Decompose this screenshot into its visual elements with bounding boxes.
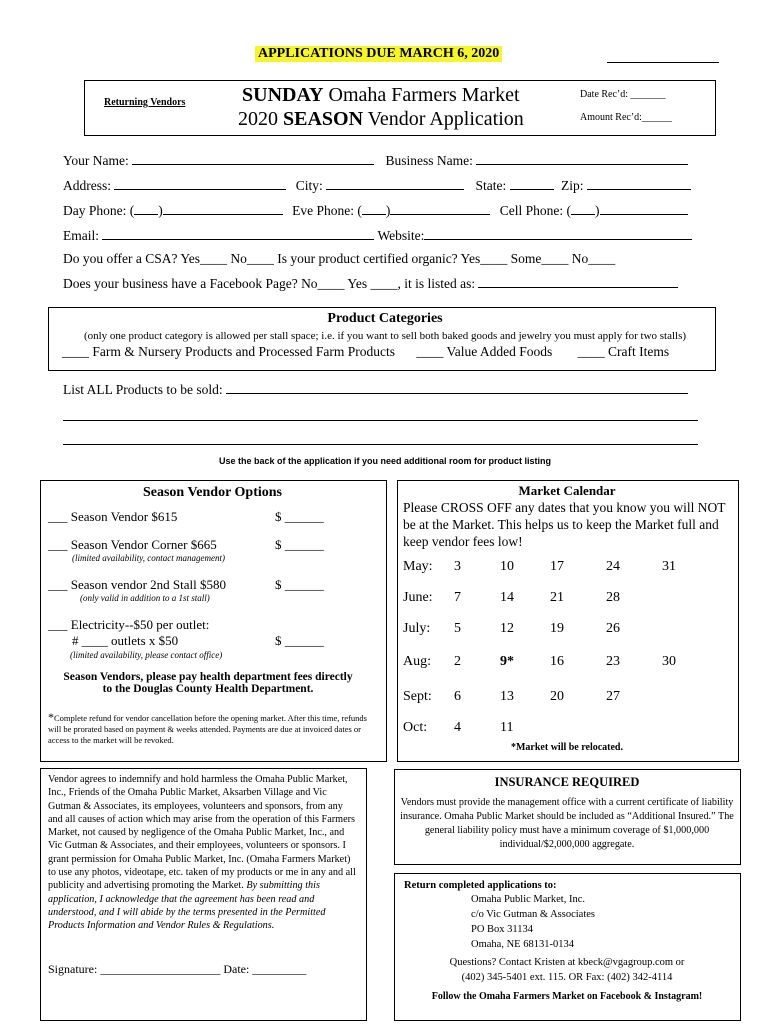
facebook-question: Does your business have a Facebook Page? No____ Yes ____, it is listed as: — [63, 276, 476, 291]
website-field[interactable] — [424, 227, 692, 240]
day-phone-label: Day Phone: ( — [63, 203, 135, 218]
return-title: Return completed applications to: — [404, 880, 557, 891]
returning-vendors-label: Returning Vendors — [104, 97, 186, 108]
calendar-date[interactable]: 26 — [606, 621, 620, 636]
day-phone-field[interactable] — [163, 202, 283, 215]
row-name — [63, 152, 688, 169]
indemnity-acknowledgement: By submitting this application, I acknowledge that the agreement has been read and understood, and I will abide by the terms presented in the Permitted Products Information and Vendor Rules & Regulations. — [48, 880, 326, 932]
insurance-body: Vendors must provide the management office with a current certificate of liability insurance. Omaha Public Market should be included as “Additional Insured.” The general liability policy must have a minimum coverage of $1,000,000 individual/$2,000,000 aggregate. — [400, 797, 734, 850]
state-label: State: — [475, 178, 507, 193]
city-label: City: — [295, 178, 323, 193]
category-craft[interactable]: ____ Craft Items — [577, 344, 670, 359]
state-field[interactable] — [510, 177, 554, 190]
calendar-month: May: — [403, 559, 433, 574]
product-categories-title: Product Categories — [327, 311, 443, 326]
return-address-line: Omaha Public Market, Inc. — [471, 894, 586, 905]
zip-field[interactable] — [587, 177, 691, 190]
list-products-line-2[interactable] — [63, 420, 698, 421]
calendar-date[interactable]: 17 — [550, 559, 564, 574]
title-application: Vendor Application — [363, 108, 524, 130]
row-list-products — [63, 381, 688, 398]
follow-social: Follow the Omaha Farmers Market on Facebook & Instagram! — [431, 991, 703, 1002]
row-phones — [63, 202, 688, 219]
category-farm-nursery[interactable]: ____ Farm & Nursery Products and Processed Farm Products — [62, 344, 395, 359]
amount-second-stall[interactable]: $ ______ — [275, 577, 324, 592]
eve-phone-paren: ) — [385, 203, 391, 218]
row-address — [63, 177, 691, 194]
calendar-date[interactable]: 4 — [454, 720, 461, 735]
calendar-month: July: — [403, 621, 431, 636]
relocation-note: *Market will be relocated. — [510, 742, 623, 753]
calendar-date[interactable]: 20 — [550, 689, 564, 704]
use-back-note: Use the back of the application if you need additional room for product listing — [218, 456, 552, 466]
title-year: 2020 — [238, 108, 283, 130]
your-name-field[interactable] — [132, 152, 374, 165]
your-name-label: Your Name: — [63, 153, 129, 168]
calendar-month: June: — [403, 590, 433, 605]
refund-policy — [48, 712, 378, 746]
cell-phone-paren: ) — [595, 203, 600, 218]
eve-phone-area[interactable] — [362, 202, 386, 215]
indemnity-text — [48, 773, 360, 933]
address-field[interactable] — [114, 177, 286, 190]
market-calendar-description: Please CROSS OFF any dates that you know you will NOT be at the Market. This helps us to keep the Market full and keep vendor fees low! — [403, 500, 726, 549]
return-address-line: Omaha, NE 68131-0134 — [471, 939, 574, 950]
title-sunday: SUNDAY — [242, 84, 324, 106]
calendar-date[interactable]: 11 — [500, 720, 514, 735]
amount-corner[interactable]: $ ______ — [275, 537, 324, 552]
calendar-date[interactable]: 7 — [454, 590, 461, 605]
amount-season-vendor[interactable]: $ ______ — [275, 509, 324, 524]
option-season-vendor[interactable]: ___ Season Vendor $615 — [48, 509, 178, 524]
row-facebook — [63, 275, 678, 292]
eve-phone-label: Eve Phone: ( — [292, 203, 362, 218]
cell-phone-field[interactable] — [600, 202, 688, 215]
list-products-field[interactable] — [226, 381, 688, 394]
day-phone-area[interactable] — [134, 202, 158, 215]
cell-phone-area[interactable] — [571, 202, 595, 215]
calendar-date[interactable]: 9* — [500, 654, 514, 669]
eve-phone-field[interactable] — [390, 202, 490, 215]
insurance-title: INSURANCE REQUIRED — [494, 775, 640, 789]
zip-label: Zip: — [561, 178, 584, 193]
calendar-date[interactable]: 19 — [550, 621, 564, 636]
return-address-line: PO Box 31134 — [471, 924, 534, 935]
season-options-title: Season Vendor Options — [142, 485, 282, 500]
return-address-line: c/o Vic Gutman & Associates — [471, 909, 595, 920]
calendar-date[interactable]: 10 — [500, 559, 514, 574]
option-second-stall[interactable]: ___ Season vendor 2nd Stall $580 — [48, 577, 227, 592]
cell-phone-label: Cell Phone: ( — [499, 203, 571, 218]
due-date-banner: APPLICATIONS DUE MARCH 6, 2020 — [255, 46, 502, 62]
calendar-date[interactable]: 24 — [606, 559, 620, 574]
list-products-line-3[interactable] — [63, 444, 698, 445]
csa-organic-question: Do you offer a CSA? Yes____ No____ Is your product certified organic? Yes____ Some____ No____ — [63, 251, 616, 266]
amount-electricity[interactable]: $ ______ — [275, 633, 324, 648]
business-name-field[interactable] — [476, 152, 688, 165]
phone-fax: (402) 345-5401 ext. 115. OR Fax: (402) 342-4114 — [461, 972, 673, 983]
calendar-date[interactable]: 6 — [454, 689, 461, 704]
top-right-line — [607, 62, 719, 63]
date-received: Date Rec’d: _______ — [580, 89, 666, 100]
business-name-label: Business Name: — [385, 153, 473, 168]
option-corner[interactable]: ___ Season Vendor Corner $665 — [48, 537, 217, 552]
refund-text: Complete refund for vendor cancellation before the opening market. After this time, refunds will be prorated based on payment & weeks attended. Payments are due at invoiced dates or access to the market will be revoked. — [48, 713, 367, 745]
city-field[interactable] — [326, 177, 464, 190]
calendar-date[interactable]: 13 — [500, 689, 514, 704]
product-categories-note: (only one product category is allowed per stall space; i.e. if you want to sell both baked goods and jewelry you must apply for two stalls) — [83, 330, 687, 342]
amount-received: Amount Rec’d:______ — [580, 112, 672, 123]
calendar-date[interactable]: 16 — [550, 654, 564, 669]
outlets-count[interactable]: # ____ outlets x $50 — [72, 633, 179, 648]
calendar-date[interactable]: 3 — [454, 559, 461, 574]
calendar-month: Aug: — [403, 654, 431, 669]
category-value-added[interactable]: ____ Value Added Foods — [416, 344, 553, 359]
day-phone-paren: ) — [158, 203, 163, 218]
title-season: SEASON — [283, 108, 364, 130]
calendar-month: Sept: — [403, 689, 432, 704]
website-label: Website: — [377, 228, 425, 243]
title-market: Omaha Farmers Market — [323, 84, 520, 106]
corner-note: (limited availability, contact management) — [72, 553, 225, 563]
calendar-date[interactable]: 28 — [606, 590, 620, 605]
facebook-field[interactable] — [478, 275, 678, 288]
row-email — [63, 227, 692, 244]
product-category-options — [62, 344, 669, 360]
calendar-date[interactable]: 2 — [454, 654, 461, 669]
refund-asterisk: * — [48, 710, 54, 724]
electricity-note: (limited availability, please contact office) — [70, 650, 223, 660]
calendar-date[interactable]: 23 — [606, 654, 620, 669]
calendar-date[interactable]: 5 — [454, 621, 461, 636]
calendar-date[interactable]: 12 — [500, 621, 514, 636]
indemnity-body: Vendor agrees to indemnify and hold harmless the Omaha Public Market, Inc., Friends of the Omaha Public Market, Aksarben Village and Vic Gutman & Associates, its employees, volunteers and sponsors, from any and all causes of action which may arise from the operation of this Farmers Market, not caused by negligence of the Omaha Public Market, Inc., and Vic Gutman & Associates, and their employees, volunteers or sponsors. I grant permission for Omaha Public Market, Inc. (Omaha Farmers Market) to use any photos, videotape, etc. taken of my products or me in any and all publicity and advertising promoting the Market. — [48, 774, 356, 892]
calendar-date[interactable]: 31 — [662, 559, 676, 574]
email-field[interactable] — [102, 227, 374, 240]
title-line-2 — [238, 108, 524, 131]
calendar-date[interactable]: 30 — [662, 654, 676, 669]
questions-contact: Questions? Contact Kristen at kbeck@vgagroup.com or — [449, 957, 685, 968]
calendar-date[interactable]: 21 — [550, 590, 564, 605]
title-line-1 — [242, 84, 520, 107]
calendar-date[interactable]: 14 — [500, 590, 514, 605]
list-products-label: List ALL Products to be sold: — [63, 382, 223, 397]
signature-line[interactable]: Signature: ____________________ Date: _________ — [48, 962, 307, 976]
second-stall-note: (only valid in addition to a 1st stall) — [80, 593, 210, 603]
calendar-month: Oct: — [403, 720, 428, 735]
calendar-date[interactable]: 27 — [606, 689, 620, 704]
health-department-note: Season Vendors, please pay health department fees directly to the Douglas County Health Department. — [63, 671, 353, 695]
option-electricity[interactable]: ___ Electricity--$50 per outlet: — [48, 617, 210, 632]
market-calendar-title: Market Calendar — [518, 483, 616, 498]
address-label: Address: — [63, 178, 111, 193]
email-label: Email: — [63, 228, 99, 243]
